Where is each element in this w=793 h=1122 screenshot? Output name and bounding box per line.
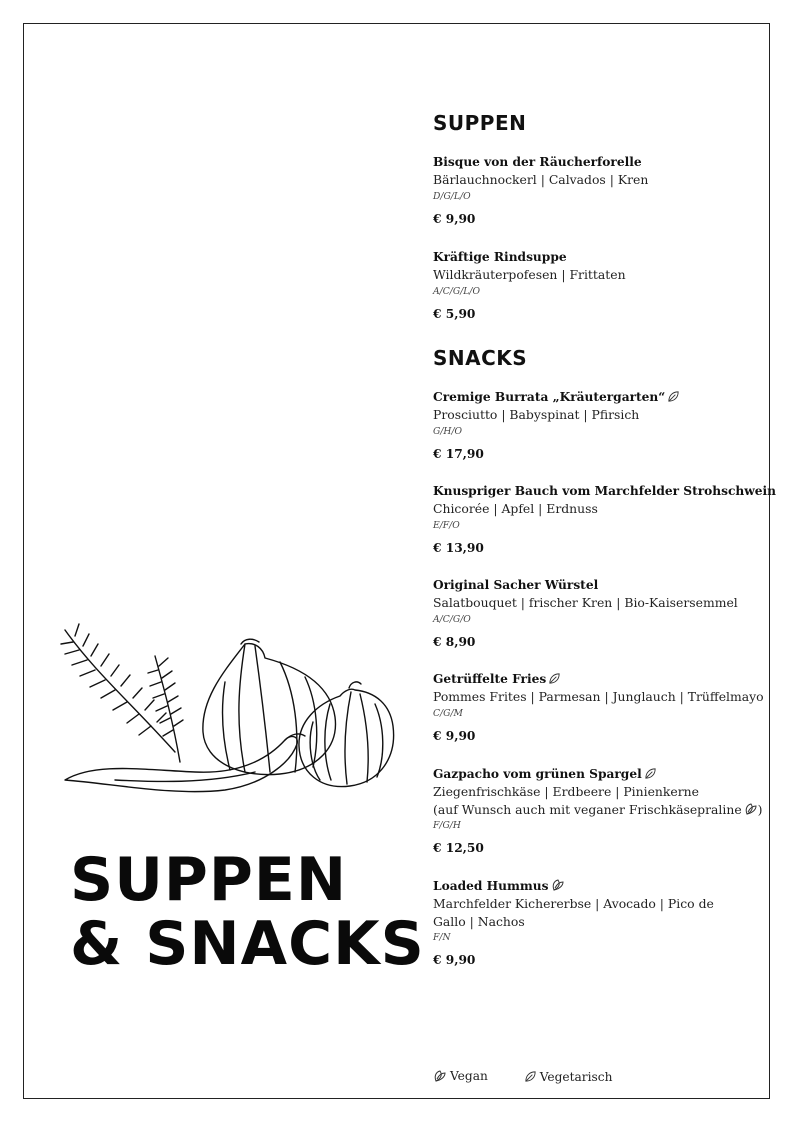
item-name: Cremige Burrata „Kräutergarten“ xyxy=(433,390,666,404)
item-allergens: A/C/G/O xyxy=(433,613,471,625)
item-allergens: F/G/H xyxy=(433,820,461,831)
item-description: Bärlauchnockerl | Calvados | Kren xyxy=(433,172,649,187)
item-description: Prosciutto | Babyspinat | Pfirsich xyxy=(433,407,640,422)
item-description: Wildkräuterpofesen | Frittaten xyxy=(433,267,626,282)
item-description: Salatbouquet | frischer Kren | Bio-Kaisersemmel xyxy=(433,595,738,610)
hero-title xyxy=(70,845,425,979)
item-description: Pommes Frites | Parmesan | Junglauch | Trüffelmayo xyxy=(433,689,764,704)
menu-item xyxy=(433,248,745,322)
vegan-leaf-icon xyxy=(744,802,758,816)
item-name: Original Sacher Würstel xyxy=(433,578,599,592)
item-name: Gazpacho vom grünen Spargel xyxy=(433,767,642,781)
legend-vegetarian-label: Vegetarisch xyxy=(539,1069,613,1084)
item-allergens: G/H/O xyxy=(433,425,463,437)
vegan-leaf-icon xyxy=(551,878,565,892)
item-price: € 9,90 xyxy=(433,728,476,743)
item-name: Getrüffelte Fries xyxy=(433,672,547,686)
item-price: € 9,90 xyxy=(433,953,476,967)
menu-item xyxy=(433,482,776,556)
legend-vegan xyxy=(433,1069,488,1083)
menu-item xyxy=(433,576,745,650)
menu-item xyxy=(433,153,745,227)
menu-item xyxy=(433,388,745,462)
item-name-row xyxy=(433,877,745,895)
vegetarian-leaf-icon xyxy=(644,767,657,780)
item-price: € 8,90 xyxy=(433,634,476,649)
garlic-herb-illustration xyxy=(55,622,405,797)
legend-vegan-label: Vegan xyxy=(450,1069,488,1083)
diet-legend xyxy=(433,1069,644,1086)
vegetarian-leaf-icon xyxy=(548,672,561,685)
item-name: Bisque von der Räucherforelle xyxy=(433,155,642,169)
item-name-row xyxy=(433,765,745,783)
section-title-suppen: SUPPEN xyxy=(433,111,527,135)
item-price: € 5,90 xyxy=(433,306,476,321)
menu-item xyxy=(433,670,764,744)
legend-vegetarian xyxy=(524,1070,613,1084)
item-allergens: F/N xyxy=(433,932,451,943)
item-allergens: D/G/L/O xyxy=(433,190,471,202)
hero-title-line2: & SNACKS xyxy=(70,909,425,979)
item-name: Kräftige Rindsuppe xyxy=(433,250,567,264)
item-description: Marchfelder Kichererbse | Avocado | Pico de Gallo | Nachos xyxy=(433,896,714,929)
menu-item xyxy=(433,877,745,968)
vegetarian-leaf-icon xyxy=(524,1070,537,1083)
item-price: € 13,90 xyxy=(433,540,484,555)
item-price: € 17,90 xyxy=(433,446,484,461)
hero-title-line1: SUPPEN xyxy=(70,845,348,915)
item-description: Chicorée | Apfel | Erdnuss xyxy=(433,501,598,516)
item-name-row xyxy=(433,670,745,688)
item-allergens: A/C/G/L/O xyxy=(433,285,481,297)
vegetarian-leaf-icon xyxy=(667,390,680,403)
item-price: € 9,90 xyxy=(433,211,476,226)
item-name: Loaded Hummus xyxy=(433,879,549,893)
section-title-snacks: SNACKS xyxy=(433,346,528,370)
item-allergens: C/G/M xyxy=(433,707,463,719)
item-description-note: (auf Wunsch auch mit veganer Frischkäsepraline ) xyxy=(433,801,763,817)
item-name: Knuspriger Bauch vom Marchfelder Strohschwein xyxy=(433,484,776,498)
item-price: € 12,50 xyxy=(433,841,484,855)
vegan-leaf-icon xyxy=(433,1069,447,1083)
menu-item xyxy=(433,765,763,856)
item-name-row xyxy=(433,388,745,406)
item-description: Ziegenfrischkäse | Erdbeere | Pinienkerne xyxy=(433,784,699,799)
item-allergens: E/F/O xyxy=(433,519,460,531)
